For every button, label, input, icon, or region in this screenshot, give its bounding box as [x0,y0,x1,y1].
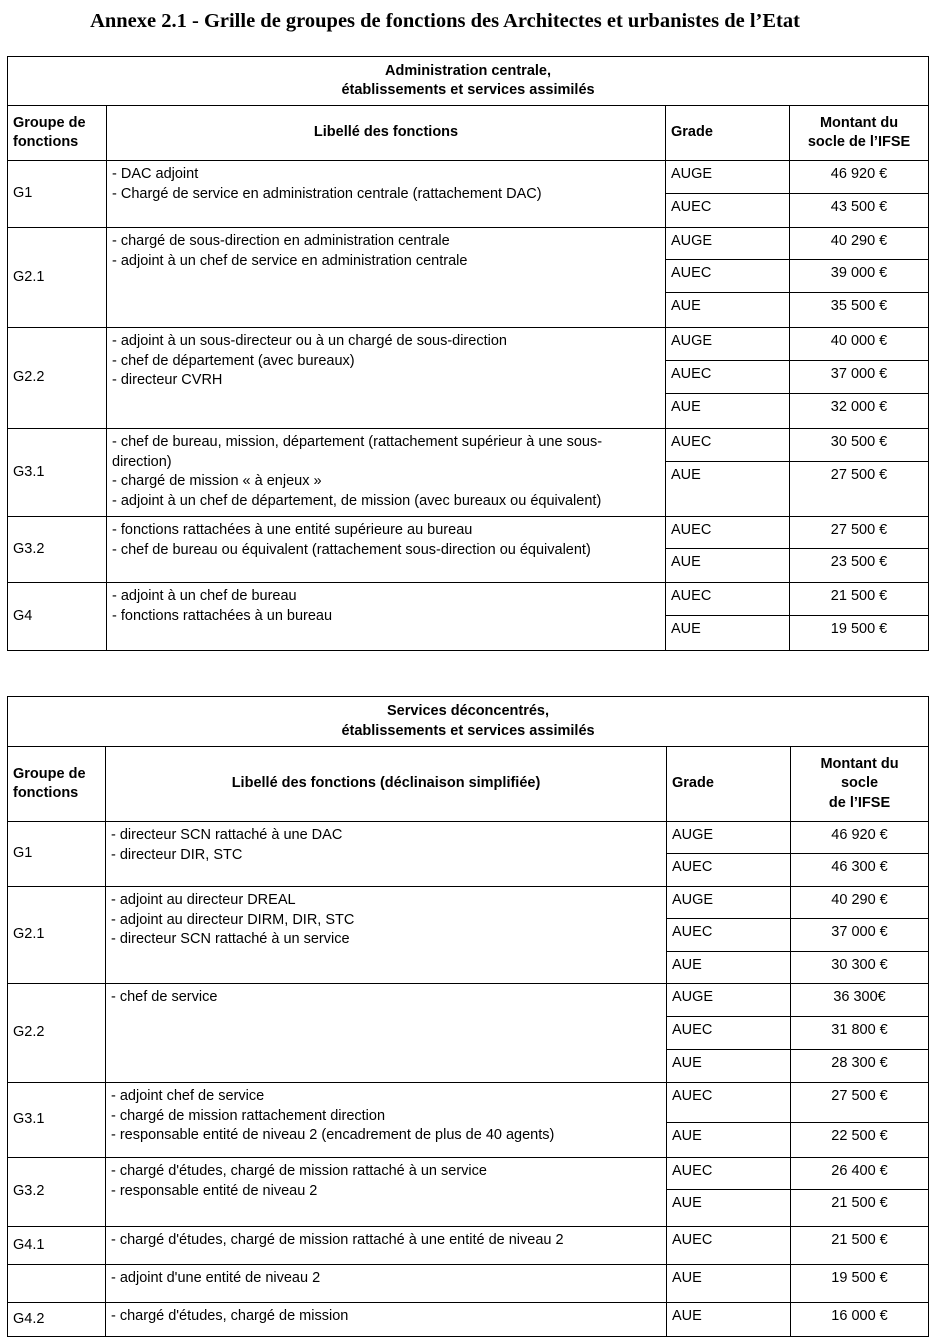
column-header-line: socle de l’IFSE [807,134,911,150]
amount-value: 40 000 € [830,333,888,349]
grade-value: AUEC [672,1232,713,1248]
column-header-line: Grade [671,124,713,141]
grade-cell [666,260,790,293]
grade-value: AUE [671,399,701,415]
function-item: - responsable entité de niveau 2 (encadrement de plus de 40 agents) [111,1127,555,1143]
grade-cell [667,887,791,919]
grade-value: AUEC [672,859,713,875]
functions-cell [106,1083,667,1158]
column-header-amount [790,106,929,161]
table-heading-line: Administration centrale, [385,62,552,79]
grade-value: AUE [672,1055,702,1071]
group-code: G4 [13,607,33,624]
group-code: G2.2 [13,369,45,386]
grade-cell [666,228,790,260]
grade-value: AUEC [671,199,712,215]
amount-value: 46 300 € [831,859,888,875]
function-item: - chef de service [111,989,218,1005]
column-header-label [106,747,667,822]
function-item: - adjoint d'une entité de niveau 2 [111,1270,321,1286]
column-header-line: Libellé des fonctions (déclinaison simplifiée) [231,775,541,792]
amount-value: 37 000 € [830,366,888,382]
function-item: - adjoint au directeur DREAL [111,892,296,908]
grade-value: AUGE [672,827,714,843]
grade-value: AUE [671,298,701,314]
amount-value: 30 500 € [830,434,888,450]
table-administration-centrale [7,56,929,651]
function-item: - fonctions rattachées à un bureau [112,607,333,624]
grade-cell [666,293,790,328]
amount-value: 27 500 € [830,467,888,483]
grade-value: AUGE [671,166,713,182]
group-code: G2.2 [13,1024,45,1041]
functions-cell [107,429,666,517]
amount-value: 23 500 € [830,554,888,570]
table-row [8,328,929,361]
function-item: - directeur DIR, STC [111,846,243,863]
grade-value: AUEC [671,366,712,382]
function-item: - chef de bureau ou équivalent (rattachement sous-direction ou équivalent) [112,541,591,558]
amount-cell [791,984,929,1017]
amount-cell [790,328,929,361]
column-header-line: fonctions [13,785,79,801]
grade-cell [667,1123,791,1158]
amount-value: 19 500 € [831,1270,888,1286]
grade-value: AUE [671,621,701,637]
function-item: - adjoint à un chef de bureau [112,588,297,604]
group-code: G2.1 [13,926,45,943]
function-item: - chargé de sous-direction en administration centrale [112,233,450,249]
functions-cell [106,1265,667,1303]
functions-cell [107,583,666,651]
function-item: - adjoint à un sous-directeur ou à un chargé de sous-direction [112,333,507,349]
grade-value: AUEC [671,434,712,450]
table-row [8,161,929,194]
grade-cell [667,1083,791,1123]
column-header-line: Groupe de [13,114,86,131]
grade-value: AUE [672,1128,702,1144]
amount-value: 40 290 € [831,892,888,908]
amount-cell [790,194,929,228]
grade-value: AUE [672,1308,702,1324]
amount-cell [790,583,929,616]
grade-value: AUEC [672,1088,713,1104]
grade-value: AUE [671,554,701,570]
grade-cell [666,328,790,361]
function-item: - responsable entité de niveau 2 [111,1182,318,1199]
amount-value: 31 800 € [831,1022,888,1038]
page-title: Annexe 2.1 - Grille de groupes de fonctions des Architectes et urbanistes de l’Etat [90,10,800,32]
function-item: - chargé d'études, chargé de mission rattaché à une entité de niveau 2 [111,1232,564,1248]
group-code-cell [8,822,106,887]
amount-value: 43 500 € [830,199,888,215]
amount-cell [791,887,929,919]
functions-cell [106,1303,667,1337]
amount-cell [790,293,929,328]
amount-value: 26 400 € [831,1163,888,1179]
function-item: - chef de département (avec bureaux) [112,352,355,369]
grade-cell [666,583,790,616]
grade-cell [667,1050,791,1083]
function-item: - adjoint chef de service [111,1088,265,1104]
amount-value: 16 000 € [831,1308,888,1324]
amount-value: 28 300 € [831,1055,888,1071]
amount-cell [790,616,929,651]
function-item: - adjoint à un chef de service en administration centrale [112,252,468,269]
grade-cell [667,1017,791,1050]
amount-cell [791,1265,929,1303]
function-item: - directeur CVRH [112,372,223,388]
function-item: - Chargé de service en administration centrale (rattachement DAC) [112,185,542,202]
function-item: - chargé d'études, chargé de mission rattaché à un service [111,1163,487,1179]
amount-cell [791,1190,929,1227]
function-item: - chargé d'études, chargé de mission [111,1308,349,1324]
column-header-line: Groupe de [13,765,86,782]
amount-cell [791,1227,929,1265]
group-code-cell [8,583,107,651]
grade-cell [667,1190,791,1227]
functions-cell [106,984,667,1083]
functions-cell [107,328,666,429]
functions-cell [107,228,666,328]
grade-value: AUGE [671,233,713,249]
amount-value: 30 300 € [831,957,888,973]
grade-cell [666,517,790,549]
grade-cell [666,161,790,194]
group-code: G3.1 [13,463,45,480]
table-heading-line: établissements et services assimilés [341,722,595,739]
group-code: G1 [13,185,33,202]
group-code-cell [8,1083,106,1158]
table-row [8,1227,929,1265]
amount-value: 36 300€ [833,989,886,1005]
grade-cell [666,549,790,583]
grade-cell [667,1158,791,1190]
grade-cell [667,1227,791,1265]
grade-value: AUGE [672,989,714,1005]
group-code-cell [8,228,107,328]
amount-cell [791,1158,929,1190]
group-code-cell [8,1265,106,1303]
group-code-cell [8,887,106,984]
function-item: - directeur SCN rattaché à une DAC [111,827,343,843]
grade-cell [666,429,790,462]
table-row [8,1083,929,1123]
function-item: - DAC adjoint [112,166,199,182]
group-code: G2.1 [13,268,45,285]
grade-cell [667,919,791,952]
grade-cell [667,854,791,887]
amount-cell [791,1050,929,1083]
function-item: - adjoint à un chef de département, de mission (avec bureaux ou équivalent) [112,492,602,509]
grade-cell [666,462,790,517]
table-row [8,583,929,616]
column-header-grade [667,747,791,822]
amount-cell [790,228,929,260]
grade-value: AUE [671,467,701,483]
grade-value: AUEC [671,265,712,281]
group-code-cell [8,1303,106,1337]
amount-value: 32 000 € [830,399,888,415]
amount-value: 35 500 € [830,298,888,314]
grade-value: AUE [672,1270,702,1286]
amount-value: 19 500 € [830,621,888,637]
amount-value: 22 500 € [831,1128,888,1144]
amount-cell [790,462,929,517]
function-item: - chargé de mission « à enjeux » [112,473,322,489]
group-code-cell [8,1227,106,1265]
column-header-line: de l’IFSE [828,794,891,811]
group-code: G4.2 [13,1310,45,1327]
table-row [8,429,929,462]
grade-value: AUGE [672,892,714,908]
amount-cell [790,361,929,394]
group-code: G1 [13,845,33,862]
group-code-cell [8,161,107,228]
functions-cell [106,1227,667,1265]
amount-cell [791,952,929,984]
column-header-grade [666,106,790,161]
functions-cell [107,161,666,228]
amount-value: 37 000 € [831,924,888,940]
functions-cell [106,822,667,887]
table-heading [8,57,929,106]
function-item: - directeur SCN rattaché à un service [111,931,350,947]
table-row [8,228,929,260]
group-code: G3.2 [13,540,45,557]
amount-value: 39 000 € [830,265,888,281]
functions-cell [106,887,667,984]
amount-cell [791,1123,929,1158]
column-header-line: fonctions [13,134,79,150]
amount-cell [790,517,929,549]
grade-value: AUE [672,1195,702,1211]
column-header-line: socle [840,775,879,792]
amount-cell [790,549,929,583]
table-row [8,822,929,854]
column-header-line: Montant du [819,114,899,131]
column-header-label [107,106,666,161]
amount-cell [791,854,929,887]
function-item: - fonctions rattachées à une entité supérieure au bureau [112,522,473,538]
grade-cell [667,1303,791,1337]
amount-cell [790,260,929,293]
grade-value: AUEC [671,588,712,604]
group-code-cell [8,1158,106,1227]
amount-value: 21 500 € [830,588,888,604]
column-header-group [8,106,107,161]
amount-cell [791,1303,929,1337]
table-row [8,517,929,549]
grade-cell [666,616,790,651]
grade-value: AUEC [672,924,713,940]
function-item: - chargé de mission rattachement direction [111,1107,386,1124]
amount-cell [790,429,929,462]
grade-cell [666,394,790,429]
amount-cell [790,161,929,194]
group-code-cell [8,517,107,583]
column-header-line: Libellé des fonctions [313,124,459,141]
amount-cell [790,394,929,429]
grade-cell [667,984,791,1017]
amount-cell [791,1017,929,1050]
grade-cell [667,1265,791,1303]
function-item: - chef de bureau, mission, département (rattachement supérieur à une sous-direction) [112,434,603,470]
grade-cell [667,952,791,984]
table-row [8,984,929,1017]
table-heading-line: établissements et services assimilés [341,82,595,98]
functions-cell [107,517,666,583]
group-code-cell [8,984,106,1083]
amount-value: 21 500 € [831,1232,888,1248]
function-item: - adjoint au directeur DIRM, DIR, STC [111,911,355,928]
grade-value: AUEC [671,522,712,538]
column-header-group [8,747,106,822]
table-heading-line: Services déconcentrés, [387,703,550,719]
amount-value: 46 920 € [830,166,888,182]
table-row [8,1265,929,1303]
table-row [8,887,929,919]
grade-cell [666,194,790,228]
table-row [8,1158,929,1190]
group-code: G3.1 [13,1111,45,1128]
grade-value: AUEC [672,1022,713,1038]
grade-value: AUGE [671,333,713,349]
amount-value: 40 290 € [830,233,888,249]
amount-value: 46 920 € [831,827,888,843]
grade-value: AUE [672,957,702,973]
table-row [8,1303,929,1337]
amount-cell [791,822,929,854]
group-code: G3.2 [13,1183,45,1200]
functions-cell [106,1158,667,1227]
group-code-cell [8,429,107,517]
group-code: G4.1 [13,1236,45,1253]
table-heading [8,697,929,747]
group-code-cell [8,328,107,429]
amount-value: 27 500 € [830,522,888,538]
amount-cell [791,919,929,952]
table-services-deconcentres [7,696,929,1337]
amount-value: 27 500 € [831,1088,888,1104]
column-header-line: Grade [672,775,714,792]
amount-value: 21 500 € [831,1195,888,1211]
grade-value: AUEC [672,1163,713,1179]
column-header-line: Montant du [820,755,899,772]
grade-cell [666,361,790,394]
grade-cell [667,822,791,854]
column-header-amount [791,747,929,822]
amount-cell [791,1083,929,1123]
